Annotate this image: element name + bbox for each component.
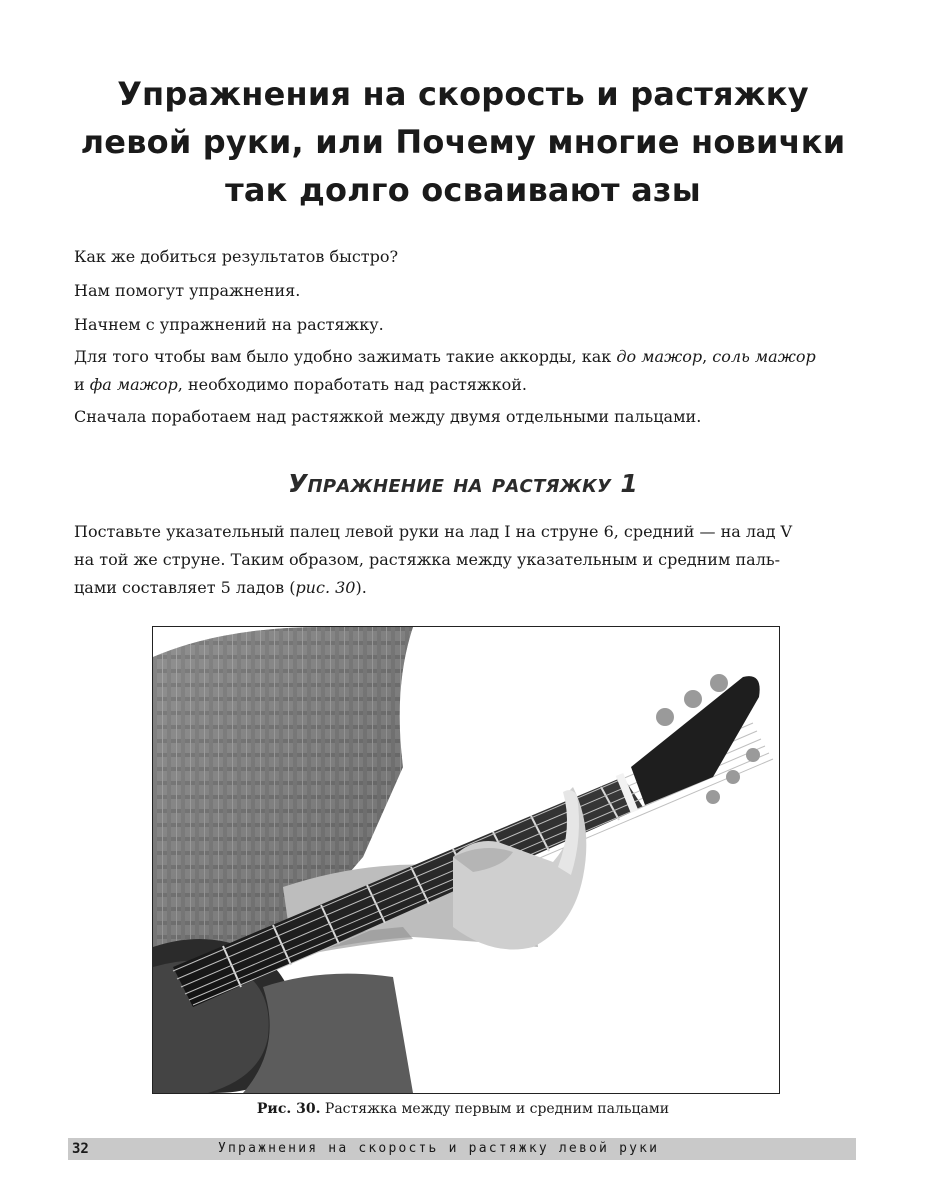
section-line-3-post: ). <box>355 578 367 597</box>
p4-text-4: , необходимо поработать над растяжкой. <box>177 375 527 394</box>
guitar-photo-illustration <box>153 627 779 1093</box>
intro-paragraph-5: Сначала поработаем над растяжкой между двумя отдельными пальцами. <box>74 407 702 426</box>
p4-text-1: Для того чтобы вам было удобно зажимать такие аккорды, как <box>74 347 617 366</box>
section-line-1: Поставьте указательный палец левой руки на лад I на струне 6, средний — на лад V <box>74 522 793 541</box>
page-title-line-2: левой руки, или Почему многие новички <box>80 123 846 161</box>
page-number: 32 <box>72 1141 89 1157</box>
figure-photo <box>152 626 780 1094</box>
p4-text-3: и <box>74 375 90 394</box>
section-paragraph <box>74 518 862 602</box>
intro-paragraph-3: Начнем с упражнений на растяжку. <box>74 315 384 334</box>
page-footer <box>68 1138 856 1160</box>
p4-emphasis-do-major: до мажор <box>616 347 703 366</box>
caption-label: Рис. 30. <box>256 1101 321 1117</box>
running-title: Упражнения на скорость и растяжку левой руки <box>218 1141 660 1156</box>
page-title-line-1: Упражнения на скорость и растяжку <box>117 75 809 113</box>
page-title <box>40 70 886 214</box>
caption-text: Растяжка между первым и средним пальцами <box>320 1101 670 1117</box>
intro-paragraph-2: Нам помогут упражнения. <box>74 281 301 300</box>
intro-paragraph-4 <box>74 343 862 399</box>
p4-text-2: , <box>702 347 713 366</box>
figure-caption <box>74 1098 852 1120</box>
intro-paragraph-1: Как же добиться результатов быстро? <box>74 247 399 266</box>
section-heading: Упражнение на растяжку 1 <box>287 469 639 498</box>
figure-reference: рис. 30 <box>295 578 356 597</box>
page-title-line-3: так долго осваивают азы <box>225 171 701 209</box>
p4-emphasis-sol-major: соль мажор <box>712 347 816 366</box>
section-line-2: на той же струне. Таким образом, растяжка между указательным и средним паль- <box>74 550 780 569</box>
p4-emphasis-fa-major: фа мажор <box>89 375 178 394</box>
section-line-3-pre: цами составляет 5 ладов ( <box>74 578 296 597</box>
